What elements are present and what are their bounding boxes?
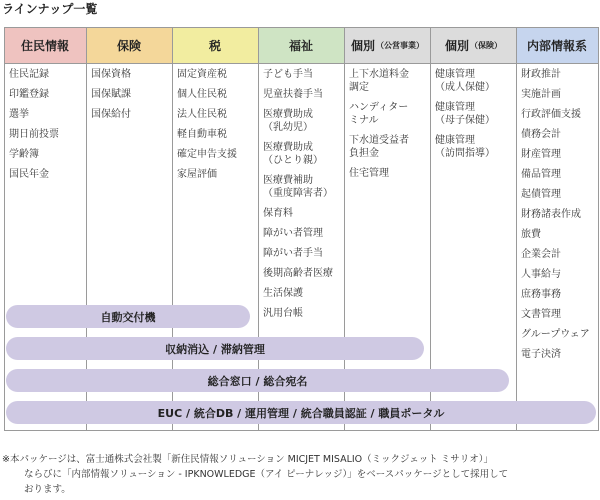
list-item: 備品管理 [521, 169, 561, 180]
list-item: 子ども手当 [263, 69, 313, 80]
footnote [2, 452, 598, 497]
list-item: 汎用台帳 [263, 308, 303, 319]
column-items-jumin [5, 64, 86, 181]
list-item: 企業会計 [521, 249, 561, 260]
column-naibu [517, 28, 598, 430]
footnote-line: おります。 [24, 484, 71, 495]
list-item: 医療費補助 （重度障害者） [263, 175, 333, 199]
list-item: 文書管理 [521, 309, 561, 320]
bar-euc-portal: EUC / 統合DB / 運用管理 / 統合職員認証 / 職員ポータル [6, 401, 596, 424]
list-item: 住宅管理 [349, 168, 389, 179]
list-item: ハンディター ミナル [349, 102, 409, 126]
list-item: 期日前投票 [9, 129, 59, 140]
list-item: 下水道受益者 負担金 [349, 135, 409, 159]
list-item: 国保給付 [91, 109, 131, 120]
column-items-hoken [87, 64, 172, 121]
page-title: ラインナップ一覧 [2, 2, 98, 16]
column-header-hoken: 保険 [87, 28, 172, 64]
bar-sogo-madoguchi: 総合窓口 / 総合宛名 [6, 369, 509, 392]
list-item: 健康管理 （成人保健） [435, 69, 495, 93]
list-item: 家屋評価 [177, 169, 217, 180]
list-item: 確定申告支援 [177, 149, 237, 160]
list-item: 障がい者手当 [263, 248, 323, 259]
footnote-line: ならびに「内部情報ソリューション - IPKNOWLEDGE（アイ ピーナレッジ）」をベースパッケージとして採用して [24, 469, 509, 480]
list-item: 債務会計 [521, 129, 561, 140]
column-items-zei [173, 64, 258, 181]
bar-jido-kofuki: 自動交付機 [6, 305, 250, 328]
list-item: 健康管理 （母子保健） [435, 102, 495, 126]
list-item: 実施計画 [521, 89, 561, 100]
column-header-kobetsu-koei: 個別 （公営事業） [345, 28, 430, 64]
list-item: 後期高齢者医療 [263, 268, 333, 279]
column-items-kobetsu-hoken [431, 64, 516, 160]
list-item: 選挙 [9, 109, 29, 120]
list-item: 健康管理 （訪問指導） [435, 135, 495, 159]
list-item: 法人住民税 [177, 109, 227, 120]
column-header-naibu: 内部情報系 [517, 28, 598, 64]
list-item: 生活保護 [263, 288, 303, 299]
column-header-zei: 税 [173, 28, 258, 64]
list-item: 行政評価支援 [521, 109, 581, 120]
column-header-jumin: 住民情報 [5, 28, 86, 64]
list-item: 固定資産税 [177, 69, 227, 80]
list-item: 医療費助成 （ひとり親） [263, 142, 323, 166]
column-items-naibu [517, 64, 598, 361]
list-item: 財政推計 [521, 69, 561, 80]
list-item: 庶務事務 [521, 289, 561, 300]
column-items-fukushi [259, 64, 344, 320]
list-item: 医療費助成 （乳幼児） [263, 109, 313, 133]
list-item: 国民年金 [9, 169, 49, 180]
list-item: 印鑑登録 [9, 89, 49, 100]
list-item: 上下水道料金 調定 [349, 69, 409, 93]
footnote-line: ※本パッケージは、富士通株式会社製「新住民情報ソリューション MICJET MISALIO（ミックジェット ミサリオ）」 [2, 454, 493, 465]
list-item: 国保賦課 [91, 89, 131, 100]
list-item: 軽自動車税 [177, 129, 227, 140]
list-item: グループウェア [521, 329, 590, 340]
list-item: 財産管理 [521, 149, 561, 160]
column-items-kobetsu-koei [345, 64, 430, 180]
list-item: 起債管理 [521, 189, 561, 200]
list-item: 旅費 [521, 229, 541, 240]
bar-shuno-kesikomi: 収納消込 / 滞納管理 [6, 337, 424, 360]
list-item: 電子決済 [521, 349, 561, 360]
list-item: 国保資格 [91, 69, 131, 80]
list-item: 財務諸表作成 [521, 209, 581, 220]
list-item: 児童扶養手当 [263, 89, 323, 100]
list-item: 保育料 [263, 208, 293, 219]
list-item: 住民記録 [9, 69, 49, 80]
column-header-kobetsu-hoken: 個別 （保険） [431, 28, 516, 64]
list-item: 人事給与 [521, 269, 561, 280]
list-item: 障がい者管理 [263, 228, 323, 239]
column-header-fukushi: 福祉 [259, 28, 344, 64]
list-item: 個人住民税 [177, 89, 227, 100]
list-item: 学齢簿 [9, 149, 39, 160]
